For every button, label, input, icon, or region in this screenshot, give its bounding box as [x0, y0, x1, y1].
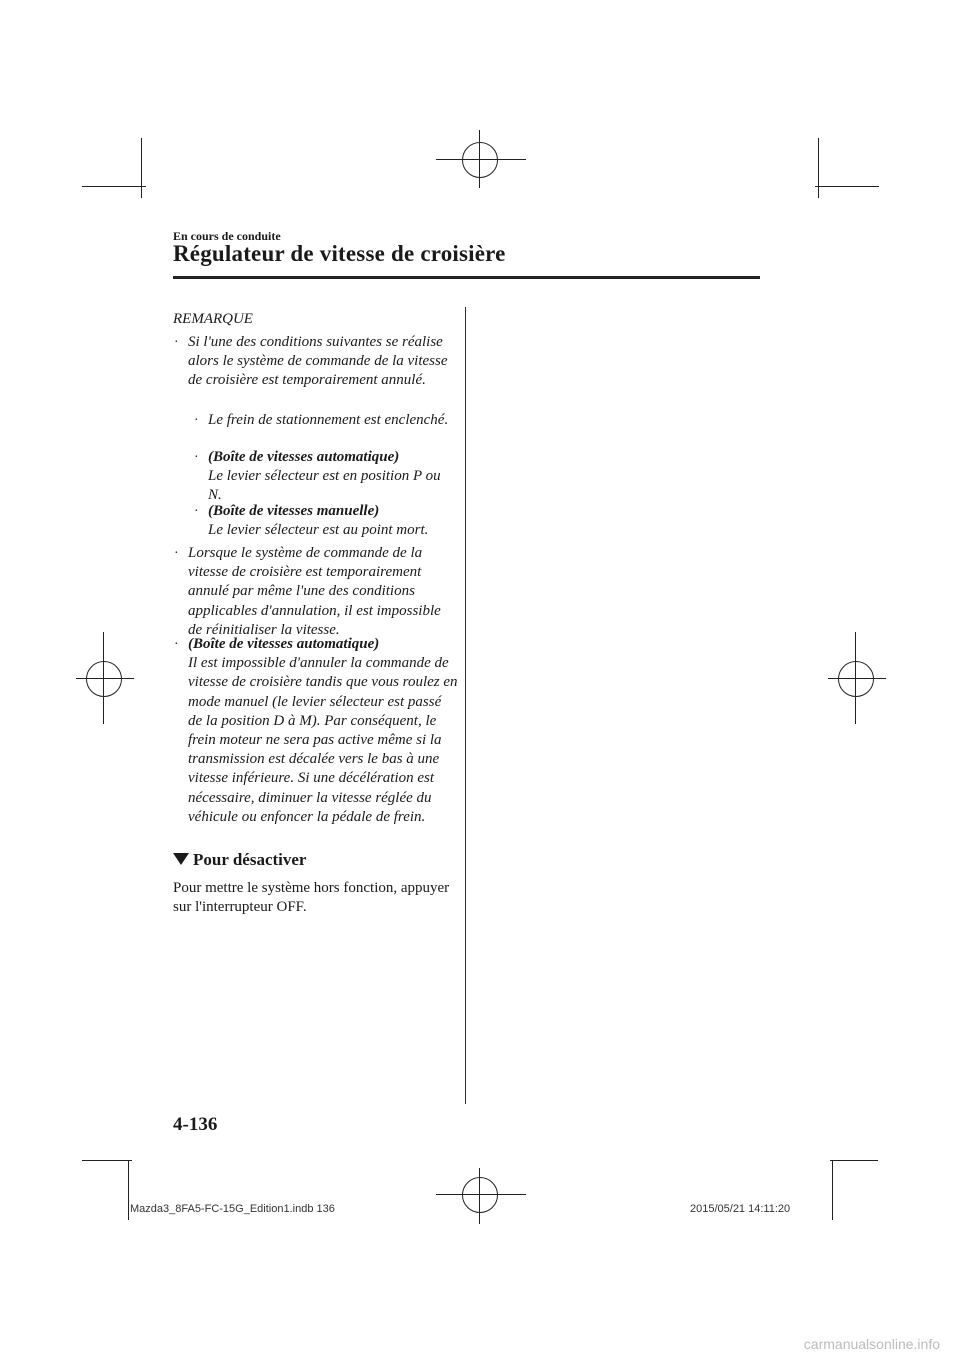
footer-datetime: 2015/05/21 14:11:20 [690, 1203, 791, 1215]
note-subitem-text: Le levier sélecteur est au point mort. [208, 522, 429, 539]
note-item-text: Il est impossible d'annuler la commande de vitesse de croisière tandis que vous roulez en mode manuel (le levier sélecteur est passé de la position D à M). Par conséquent, le frein moteur ne sera pas active même si la transmission est décalée vers le bas à une vitesse inférieure. Si une décélération est nécessaire, diminuer la vitesse réglée du véhicule ou enfoncer la pédale de frein. [188, 655, 458, 825]
bullet-icon: · [194, 450, 199, 465]
note-subitem-heading: (Boîte de vitesses automatique) [208, 449, 400, 465]
note-item [174, 544, 458, 640]
title-rule [173, 276, 760, 279]
bullet-icon: · [174, 546, 179, 561]
section-body: Pour mettre le système hors fonction, appuyer sur l'interrupteur OFF. [173, 880, 450, 916]
note-title: REMARQUE [173, 311, 253, 327]
footer-file: Mazda3_8FA5-FC-15G_Edition1.indb 136 [130, 1203, 335, 1215]
section-heading [173, 850, 306, 870]
note-subitem [194, 411, 458, 430]
footer-domain: carmanualsonline.info [803, 1336, 940, 1352]
triangle-down-icon [173, 853, 189, 865]
section-label: En cours de conduite [173, 229, 281, 243]
section-heading-text: Pour désactiver [193, 850, 307, 869]
column-divider [465, 307, 466, 1104]
note-subitem-text: Le frein de stationnement est enclenché. [208, 412, 449, 428]
bullet-icon: · [194, 413, 199, 428]
note-subitem-text: Le levier sélecteur est en position P ou N. [208, 468, 441, 504]
note-item-heading: (Boîte de vitesses automatique) [188, 636, 380, 652]
page-title: Régulateur de vitesse de croisière [173, 241, 506, 266]
bullet-icon: · [174, 335, 179, 350]
note-subitem [194, 502, 458, 540]
bullet-icon: · [174, 637, 179, 652]
note-subitem-heading: (Boîte de vitesses manuelle) [208, 503, 380, 519]
note-item-text: Si l'une des conditions suivantes se réalise alors le système de commande de la vitesse de croisière est temporairement annulé. [188, 334, 448, 389]
page-number: 4-136 [173, 1114, 218, 1135]
note-item [174, 635, 458, 827]
note-item-text: Lorsque le système de commande de la vitesse de croisière est temporairement annulé par même l'une des conditions applicables d'annulation, il est impossible de réinitialiser la vitesse. [188, 545, 441, 638]
bullet-icon: · [194, 504, 199, 519]
note-item [174, 333, 458, 391]
note-subitem [194, 448, 458, 506]
